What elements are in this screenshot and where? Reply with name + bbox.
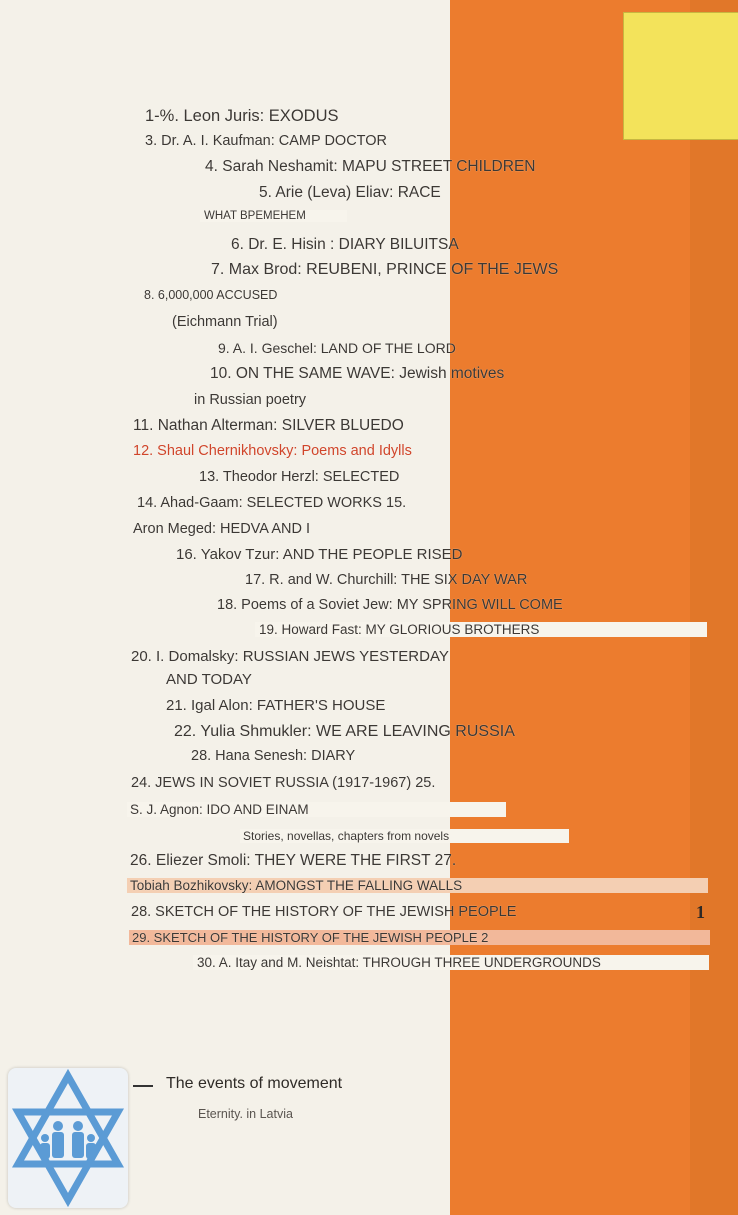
list-item: 3. Dr. A. I. Kaufman: CAMP DOCTOR — [145, 133, 388, 149]
yellow-sticker — [623, 12, 738, 140]
list-item: 29. SKETCH OF THE HISTORY OF THE JEWISH PEOPLE 2 — [129, 930, 710, 945]
list-item: 1-%. Leon Juris: EXODUS — [145, 107, 339, 125]
list-item: Stories, novellas, chapters from novels — [240, 829, 569, 843]
list-item: 17. R. and W. Churchill: THE SIX DAY WAR — [245, 572, 528, 588]
list-item: 13. Theodor Herzl: SELECTED — [199, 469, 400, 485]
list-item: 11. Nathan Alterman: SILVER BLUEDO — [133, 417, 404, 434]
list-item: S. J. Agnon: IDO AND EINAM — [127, 802, 506, 817]
footer-subtitle: Eternity. in Latvia — [198, 1107, 293, 1121]
list-item: 20. I. Domalsky: RUSSIAN JEWS YESTERDAY — [131, 648, 449, 665]
list-item: 6. Dr. E. Hisin : DIARY BILUITSA — [231, 236, 459, 253]
logo — [8, 1068, 128, 1208]
list-item: Tobiah Bozhikovsky: AMONGST THE FALLING WALLS — [127, 878, 708, 893]
list-item: in Russian poetry — [194, 392, 307, 408]
list-item: 28. Hana Senesh: DIARY — [191, 748, 356, 764]
list-item: 21. Igal Alon: FATHER'S HOUSE — [166, 697, 386, 714]
footer-dash — [133, 1085, 153, 1087]
orange-band-edge — [690, 0, 738, 1215]
list-item: 9. A. I. Geschel: LAND OF THE LORD — [218, 340, 456, 356]
list-item: 26. Eliezer Smoli: THEY WERE THE FIRST 27. — [130, 852, 457, 869]
list-item: 30. A. Itay and M. Neishtat: THROUGH THREE UNDERGROUNDS — [193, 955, 709, 970]
margin-mark: 1 — [696, 902, 705, 922]
list-item: 14. Ahad-Gaam: SELECTED WORKS 15. — [137, 495, 407, 511]
list-item: 19. Howard Fast: MY GLORIOUS BROTHERS — [255, 622, 707, 637]
star-of-david-family-icon — [8, 1068, 128, 1208]
list-item-highlighted: 12. Shaul Chernikhovsky: Poems and Idylls — [133, 443, 412, 459]
list-item: 10. ON THE SAME WAVE: Jewish motives — [210, 365, 505, 382]
list-item: 4. Sarah Neshamit: MAPU STREET CHILDREN — [205, 158, 536, 175]
list-item: Aron Meged: HEDVA AND I — [133, 521, 311, 537]
list-item: 22. Yulia Shmukler: WE ARE LEAVING RUSSIA — [174, 723, 515, 740]
list-item: (Eichmann Trial) — [172, 314, 278, 330]
list-item: 7. Max Brod: REUBENI, PRINCE OF THE JEWS — [211, 261, 559, 278]
list-item: WHAT BPEMEHEM — [200, 210, 347, 222]
list-item: 18. Poems of a Soviet Jew: MY SPRING WILL COME — [217, 597, 563, 613]
list-item: AND TODAY — [166, 671, 252, 688]
footer-title: The events of movement — [166, 1075, 343, 1092]
list-item: 28. SKETCH OF THE HISTORY OF THE JEWISH PEOPLE — [131, 904, 517, 920]
list-item: 8. 6,000,000 ACCUSED — [144, 288, 278, 302]
list-item: 24. JEWS IN SOVIET RUSSIA (1917-1967) 25. — [131, 775, 436, 791]
list-item: 5. Arie (Leva) Eliav: RACE — [259, 184, 441, 201]
list-item: 16. Yakov Tzur: AND THE PEOPLE RISED — [176, 546, 463, 563]
